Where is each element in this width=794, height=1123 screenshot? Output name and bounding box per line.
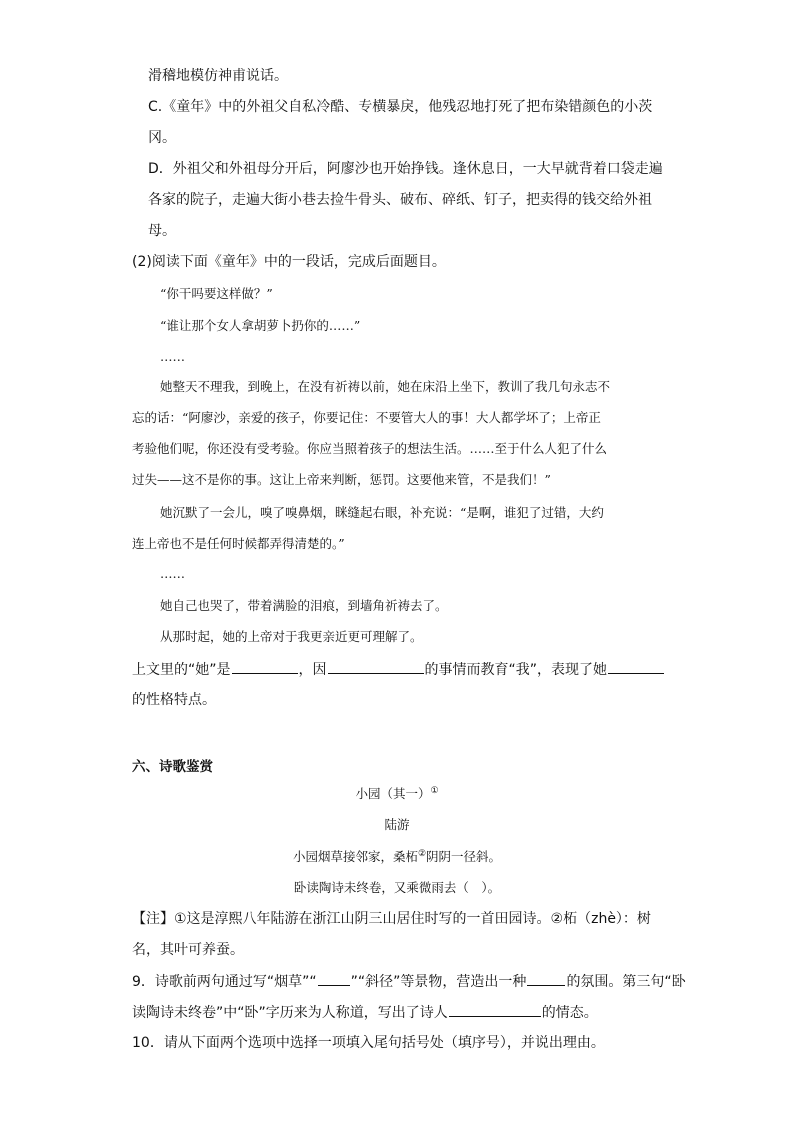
passage-line: 过失——这不是你的事。这让上帝来判断，惩罚。这要他来管，不是我们！” (132, 472, 551, 487)
poem-text: 阴阴一径斜。 (426, 849, 502, 864)
passage-line: …… (160, 349, 185, 364)
question-9-line1 (132, 971, 686, 992)
poem-line (0, 848, 794, 866)
fill-in-question (132, 659, 665, 680)
poem-title (0, 785, 794, 803)
answer-blank[interactable] (527, 971, 565, 986)
passage-line: 忘的话：“阿廖沙，亲爱的孩子，你要记住：不要管大人的事！大人都学坏了；上帝正 (132, 410, 601, 425)
passage-line: “谁让那个女人拿胡萝卜扔你的……” (160, 318, 361, 333)
q9-text: 读陶诗未终卷”中“卧”字历来为人称道，写出了诗人 (132, 1005, 448, 1021)
answer-blank[interactable] (328, 659, 424, 674)
option-d-line1: D．外祖父和外祖母分开后，阿廖沙也开始挣钱。逢休息日，一大早就背着口袋走遍 (148, 161, 663, 177)
answer-blank[interactable] (449, 1002, 541, 1017)
q9-text: 的氛围。第三句“卧 (566, 974, 686, 990)
poem-note-line1: 【注】①这是淳熙八年陆游在浙江山阴三山居住时写的一首田园诗。②柘（zhè）：树 (132, 911, 651, 927)
option-d-line2: 各家的院子，走遍大街小巷去捡牛骨头、破布、碎纸、钉子，把卖得的钱交给外祖 (148, 192, 652, 208)
question-10: 10．请从下面两个选项中选择一项填入尾句括号处（填序号），并说出理由。 (132, 1035, 605, 1051)
passage-line: 考验他们呢，你还没有受考验。你应当照着孩子的想法生活。……至于什么人犯了什么 (132, 441, 608, 456)
poem-author: 陆游 (384, 817, 410, 832)
question-9-line2 (132, 1002, 598, 1023)
passage-line: 她整天不理我，到晚上，在没有祈祷以前，她在床沿上坐下，教训了我几句永志不 (160, 379, 611, 394)
q9-text: 的情态。 (541, 1005, 598, 1021)
fill-in-question-end: 的性格特点。 (132, 692, 216, 708)
answer-blank[interactable] (608, 659, 664, 674)
poem-text: 小园烟草接邻家，桑柘 (292, 849, 418, 864)
answer-blank[interactable] (318, 971, 350, 986)
section-heading: 六、诗歌鉴赏 (132, 759, 213, 775)
option-b-continuation: 滑稽地模仿神甫说话。 (148, 68, 288, 84)
passage-line: “你干吗要这样做？” (160, 286, 273, 301)
q9-text: 9．诗歌前两句通过写“烟草”“ (132, 974, 317, 990)
q9-text: ”“斜径”等景物，营造出一种 (350, 974, 527, 990)
option-c-line1: C.《童年》中的外祖父自私冷酷、专横暴戾，他残忍地打死了把布染错颜色的小茨 (148, 99, 653, 115)
option-c-line2: 冈。 (148, 130, 176, 146)
passage-line: …… (160, 566, 185, 581)
passage-line: 她沉默了一会儿，嗅了嗅鼻烟，眯缝起右眼，补充说：“是啊，谁犯了过错，大约 (160, 505, 604, 520)
footnote-marker: ② (417, 848, 427, 859)
fill-text: 的事情而教育“我”，表现了她 (424, 662, 608, 678)
passage-line: 她自己也哭了，带着满脸的泪痕，到墙角祈祷去了。 (160, 598, 448, 613)
passage-line: 连上帝也不是任何时候都弄得清楚的。” (132, 536, 345, 551)
subquestion-2-prompt: (2)阅读下面《童年》中的一段话，完成后面题目。 (132, 254, 446, 270)
answer-blank[interactable] (232, 659, 298, 674)
fill-text: 上文里的“她”是 (132, 662, 231, 678)
poem-title-text: 小园（其一） (355, 786, 431, 801)
poem-note-line2: 名，其叶可养蚕。 (132, 942, 244, 958)
option-d-line3: 母。 (148, 223, 176, 239)
fill-text: ，因 (298, 662, 327, 678)
footnote-marker: ① (430, 785, 439, 796)
passage-line: 从那时起，她的上帝对于我更亲近更可理解了。 (160, 629, 423, 644)
poem-line: 卧读陶诗未终卷，又乘微雨去（ ）。 (293, 880, 501, 895)
